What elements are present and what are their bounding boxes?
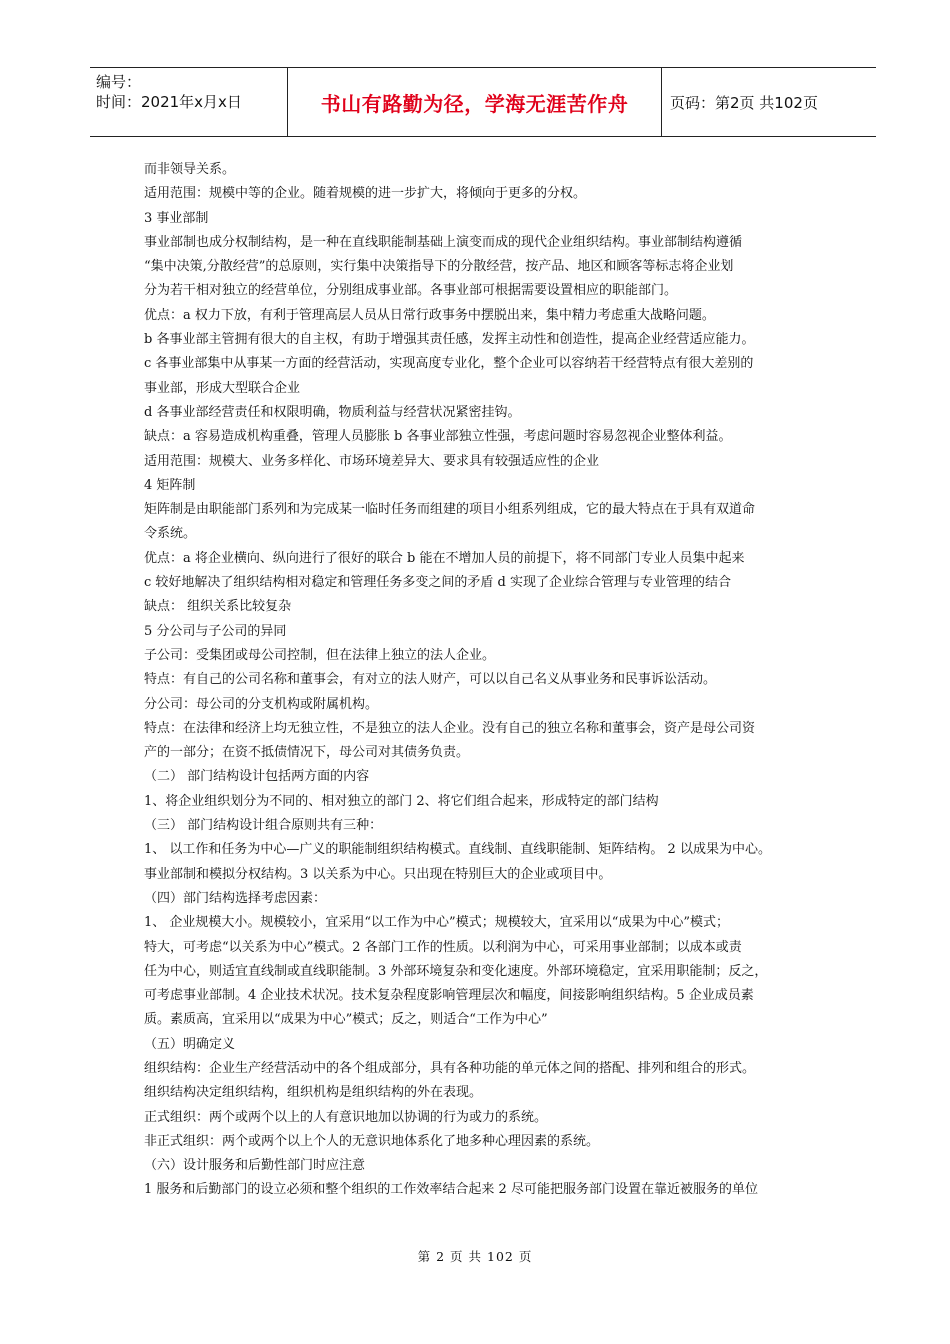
- text-line: 而非领导关系。: [144, 162, 236, 177]
- text-line: d 各事业部经营责任和权限明确，物质利益与经营状况紧密挂钩。: [144, 404, 521, 420]
- text-line: 分公司：母公司的分支机构或附属机构。: [144, 696, 379, 712]
- text-line: 缺点：a 容易造成机构重叠，管理人员膨胀 b 各事业部独立性强，考虑问题时容易忽视企业整体利益。: [144, 429, 732, 445]
- text-line: 产的一部分；在资不抵债情况下，母公司对其债务负责。: [144, 745, 470, 761]
- text-line: 缺点： 组织关系比较复杂: [144, 599, 292, 615]
- text-line: 特点：有自己的公司名称和董事会，有对立的法人财产，可以以自己名义从事业务和民事诉讼活动。: [144, 672, 717, 688]
- text-line: “集中决策,分散经营”的总原则，实行集中决策指导下的分散经营，按产品、地区和顾客等标志将企业划: [144, 259, 734, 275]
- text-line: 1、 企业规模大小。规模较小，宜采用“以工作为中心”模式；规模较大，宜采用以“成果为中心”模式；: [144, 915, 729, 931]
- time-label: 时间：2021年x月x日: [96, 93, 242, 111]
- text-line: 可考虑事业部制。4 企业技术状况。技术复杂程度影响管理层次和幅度，间接影响组织结构。5 企业成员素: [144, 988, 754, 1004]
- text-line: 5 分公司与子公司的异同: [144, 623, 287, 639]
- text-line: 组织结构：企业生产经营活动中的各个组成部分，具有各种功能的单元体之间的搭配、排列和组合的形式。: [144, 1060, 756, 1076]
- text-line: 1 服务和后勤部门的设立必须和整个组织的工作效率结合起来 2 尽可能把服务部门设置在靠近被服务的单位: [144, 1182, 758, 1198]
- text-line: 适用范围：规模中等的企业。随着规模的进一步扩大，将倾向于更多的分权。: [144, 186, 587, 202]
- text-line: 质。素质高，宜采用以“成果为中心”模式；反之，则适合“工作为中心”: [144, 1012, 548, 1028]
- text-line: 令系统。: [144, 526, 197, 542]
- text-line: （三） 部门结构设计组合原则共有三种：: [144, 818, 383, 834]
- text-line: 矩阵制是由职能部门系列和为完成某一临时任务而组建的项目小组系列组成，它的最大特点在于具有双道命: [144, 502, 756, 518]
- page-footer: 第 2 页 共 102 页: [417, 1249, 533, 1264]
- text-line: 正式组织：两个或两个以上的人有意识地加以协调的行为或力的系统。: [144, 1109, 548, 1125]
- text-line: b 各事业部主管拥有很大的自主权，有助于增强其责任感，发挥主动性和创造性，提高企业经营适应能力。: [144, 332, 755, 348]
- text-line: 事业部制也成分权制结构，是一种在直线职能制基础上演变而成的现代企业组织结构。事业部制结构遵循: [144, 234, 743, 250]
- header-motto-cell: [287, 68, 662, 136]
- text-line: （二） 部门结构设计包括两方面的内容: [144, 769, 370, 785]
- text-line: 优点：a 将企业横向、纵向进行了很好的联合 b 能在不增加人员的前提下，将不同部门专业人员集中起来: [144, 550, 745, 566]
- text-line: c 较好地解决了组织结构相对稳定和管理任务多变之间的矛盾 d 实现了企业综合管理与专业管理的结合: [144, 575, 732, 591]
- text-line: 分为若干相对独立的经营单位，分别组成事业部。各事业部可根据需要设置相应的职能部门。: [144, 283, 678, 299]
- text-line: 1、将企业组织划分为不同的、相对独立的部门 2、将它们组合起来，形成特定的部门结构: [144, 793, 659, 809]
- page-header: [90, 67, 876, 137]
- text-line: c 各事业部集中从事某一方面的经营活动，实现高度专业化，整个企业可以容纳若干经营特点有很大差别的: [144, 356, 754, 372]
- text-line: （四）部门结构选择考虑因素：: [144, 890, 327, 906]
- text-line: （六）设计服务和后勤性部门时应注意: [144, 1158, 366, 1174]
- text-line: 事业部，形成大型联合企业: [144, 380, 301, 396]
- text-line: （五）明确定义: [144, 1036, 236, 1052]
- text-line: 4 矩阵制: [144, 477, 196, 493]
- text-line: 特大，可考虑“以关系为中心”模式。2 各部门工作的性质。以利润为中心，可采用事业部制；以成本或责: [144, 939, 742, 955]
- text-line: 非正式组织：两个或两个以上个人的无意识地体系化了地多种心理因素的系统。: [144, 1133, 600, 1149]
- serial-label: 编号：: [96, 73, 142, 91]
- text-line: 子公司：受集团或母公司控制，但在法律上独立的法人企业。: [144, 647, 496, 663]
- text-line: 1、 以工作和任务为中心—广义的职能制组织结构模式。直线制、直线职能制、矩阵结构。 2 以成果为中心。: [144, 842, 771, 858]
- text-line: 组织结构决定组织结构，组织机构是组织结构的外在表现。: [144, 1085, 483, 1101]
- text-line: 适用范围：规模大、业务多样化、市场环境差异大、要求具有较强适应性的企业: [144, 453, 600, 469]
- header-page-info: 页码：第2页 共102页: [670, 93, 818, 112]
- text-line: 事业部制和模拟分权结构。3 以关系为中心。只出现在特别巨大的企业或项目中。: [144, 866, 612, 882]
- text-line: 任为中心，则适宜直线制或直线职能制。3 外部环境复杂和变化速度。外部环境稳定，宜采用职能制；反之，: [144, 963, 768, 979]
- text-line: 特点：在法律和经济上均无独立性，不是独立的法人企业。没有自己的独立名称和董事会，资产是母公司资: [144, 720, 756, 736]
- header-meta: [96, 72, 286, 112]
- document-body: [144, 158, 834, 1203]
- text-line: 3 事业部制: [144, 210, 209, 226]
- text-line: 优点：a 权力下放，有利于管理高层人员从日常行政事务中摆脱出来，集中精力考虑重大战略问题。: [144, 307, 715, 323]
- header-motto: 书山有路勤为径，学海无涯苦作舟: [320, 91, 629, 116]
